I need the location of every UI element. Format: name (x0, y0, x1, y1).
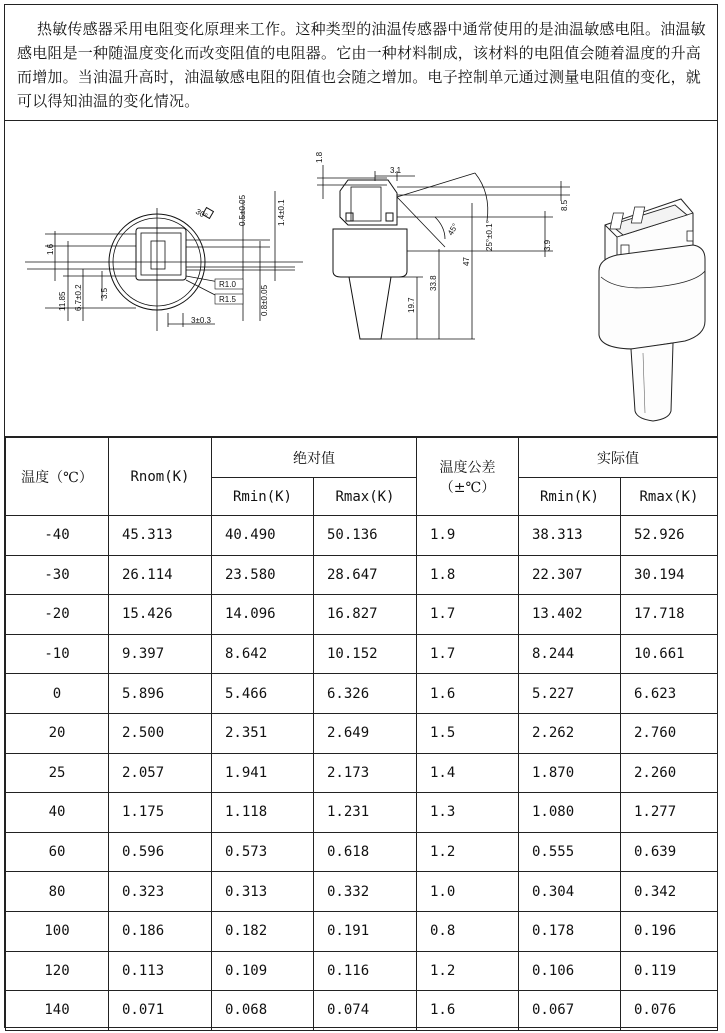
table-cell: 0.596 (109, 832, 212, 872)
table-cell: -10 (6, 634, 109, 674)
header-act-rmax: Rmax(K) (621, 478, 718, 516)
dim-8-5: 8.5 (560, 199, 569, 211)
resistance-table (5, 437, 718, 1031)
table-cell: 0.076 (621, 991, 718, 1031)
table-cell: 0.639 (621, 832, 718, 872)
table-cell: 15.426 (109, 595, 212, 635)
table-cell: 52.926 (621, 516, 718, 556)
table-row (6, 713, 718, 753)
table-cell: 1.7 (417, 634, 519, 674)
table-cell: 2.173 (314, 753, 417, 793)
table-row (6, 991, 718, 1031)
dim-6-7: 6.7±0.2 (74, 284, 83, 311)
dim-11-85: 11.85 (58, 291, 67, 311)
header-temperature: 温度（℃） (6, 438, 109, 516)
table-cell: 0.109 (212, 951, 314, 991)
table-cell: 45.313 (109, 516, 212, 556)
table-cell: 0.106 (519, 951, 621, 991)
table-cell: 0.182 (212, 911, 314, 951)
table-cell: 1.080 (519, 793, 621, 833)
sensor-drawings (5, 121, 717, 435)
table-cell: 2.260 (621, 753, 718, 793)
table-cell: 0.116 (314, 951, 417, 991)
table-cell: 8.642 (212, 634, 314, 674)
header-absolute: 绝对值 (212, 438, 417, 478)
table-cell: 0.573 (212, 832, 314, 872)
table-cell: -30 (6, 555, 109, 595)
table-cell: 1.9 (417, 516, 519, 556)
datasheet-page (4, 4, 718, 1028)
table-cell: 23.580 (212, 555, 314, 595)
table-cell: 100 (6, 911, 109, 951)
table-cell: 20 (6, 713, 109, 753)
table-cell: 2.760 (621, 713, 718, 753)
table-row (6, 911, 718, 951)
dim-r1-5: R1.5 (219, 295, 236, 304)
table-cell: 80 (6, 872, 109, 912)
table-cell: 22.307 (519, 555, 621, 595)
table-cell: 1.4 (417, 753, 519, 793)
dim-angle-25: 25°±0.1° (485, 220, 494, 251)
table-cell: 1.118 (212, 793, 314, 833)
table-row (6, 951, 718, 991)
table-cell: 0.342 (621, 872, 718, 912)
header-abs-rmin: Rmin(K) (212, 478, 314, 516)
table-cell: 0.071 (109, 991, 212, 1031)
table-cell: 1.231 (314, 793, 417, 833)
dim-1-4: 1.4±0.1 (277, 199, 286, 226)
table-cell: 0 (6, 674, 109, 714)
table-row (6, 634, 718, 674)
table-cell: 1.8 (417, 555, 519, 595)
table-cell: 0.618 (314, 832, 417, 872)
table-cell: 0.068 (212, 991, 314, 1031)
table-cell: 0.186 (109, 911, 212, 951)
header-tolerance-line1: 温度公差 (439, 459, 496, 476)
table-cell: 0.178 (519, 911, 621, 951)
header-tolerance (417, 438, 519, 516)
table-row (6, 793, 718, 833)
table-cell: 13.402 (519, 595, 621, 635)
dim-3-0: 3±0.3 (191, 316, 211, 325)
table-cell: 1.7 (417, 595, 519, 635)
dim-3-9: 3.9 (543, 239, 552, 251)
table-cell: 26.114 (109, 555, 212, 595)
dim-0-5: 0.5±0.05 (238, 194, 247, 226)
dim-1-6: 1.6 (46, 243, 55, 255)
table-cell: -40 (6, 516, 109, 556)
table-cell: 50.136 (314, 516, 417, 556)
table-cell: 5.227 (519, 674, 621, 714)
table-cell: 9.397 (109, 634, 212, 674)
table-cell: 2.351 (212, 713, 314, 753)
table-cell: 1.941 (212, 753, 314, 793)
header-tolerance-line2: （±℃） (439, 479, 496, 496)
table-row (6, 674, 718, 714)
table-cell: 0.074 (314, 991, 417, 1031)
table-row (6, 555, 718, 595)
table-cell: 0.332 (314, 872, 417, 912)
table-cell: 120 (6, 951, 109, 991)
table-cell: 1.2 (417, 832, 519, 872)
table-cell: 1.3 (417, 793, 519, 833)
dim-47: 47 (462, 257, 471, 266)
table-cell: 1.6 (417, 991, 519, 1031)
table-cell: 1.6 (417, 674, 519, 714)
table-cell: 6.326 (314, 674, 417, 714)
table-cell: 30.194 (621, 555, 718, 595)
dim-33-8: 33.8 (429, 275, 438, 291)
dim-0-8: 0.8±0.05 (260, 284, 269, 316)
table-cell: 2.500 (109, 713, 212, 753)
table-cell: 0.304 (519, 872, 621, 912)
sensor-3d-illustration (599, 199, 705, 421)
dim-1-8: 1.8 (315, 151, 324, 163)
header-act-rmin: Rmin(K) (519, 478, 621, 516)
table-cell: 40.490 (212, 516, 314, 556)
table-cell: 1.0 (417, 872, 519, 912)
side-view-drawing (315, 151, 570, 339)
table-body (6, 516, 718, 1031)
table-cell: -20 (6, 595, 109, 635)
table-cell: 0.196 (621, 911, 718, 951)
technical-drawing-panel (5, 121, 717, 437)
table-cell: 2.057 (109, 753, 212, 793)
table-cell: 0.113 (109, 951, 212, 991)
table-cell: 28.647 (314, 555, 417, 595)
dim-angle-45: 45° (445, 222, 460, 237)
table-cell: 0.555 (519, 832, 621, 872)
table-cell: 8.244 (519, 634, 621, 674)
table-cell: 1.277 (621, 793, 718, 833)
table-cell: 16.827 (314, 595, 417, 635)
header-rnom: Rnom(K) (109, 438, 212, 516)
table-cell: 140 (6, 991, 109, 1031)
table-cell: 0.8 (417, 911, 519, 951)
table-cell: 17.718 (621, 595, 718, 635)
resistance-table-section (5, 437, 717, 1031)
table-cell: 0.067 (519, 991, 621, 1031)
dim-3-5: 3.5 (100, 287, 109, 299)
table-cell: 25 (6, 753, 109, 793)
dim-angle-30: 30° (194, 206, 209, 221)
table-cell: 1.2 (417, 951, 519, 991)
dim-r1-0: R1.0 (219, 280, 236, 289)
table-cell: 14.096 (212, 595, 314, 635)
table-cell: 0.323 (109, 872, 212, 912)
table-cell: 6.623 (621, 674, 718, 714)
table-cell: 5.466 (212, 674, 314, 714)
dim-19-7: 19.7 (407, 297, 416, 313)
table-cell: 5.896 (109, 674, 212, 714)
table-cell: 2.649 (314, 713, 417, 753)
table-cell: 10.152 (314, 634, 417, 674)
dim-3-1: 3.1 (390, 166, 402, 175)
table-cell: 10.661 (621, 634, 718, 674)
table-cell: 0.191 (314, 911, 417, 951)
table-cell: 1.5 (417, 713, 519, 753)
header-actual: 实际值 (519, 438, 718, 478)
table-cell: 38.313 (519, 516, 621, 556)
table-row (6, 753, 718, 793)
front-view-drawing (25, 191, 303, 331)
table-cell: 60 (6, 832, 109, 872)
table-row (6, 516, 718, 556)
header-abs-rmax: Rmax(K) (314, 478, 417, 516)
table-cell: 1.870 (519, 753, 621, 793)
table-cell: 0.119 (621, 951, 718, 991)
intro-paragraph: 热敏传感器采用电阻变化原理来工作。这种类型的油温传感器中通常使用的是油温敏感电阻。油温敏感电阻是一种随温度变化而改变阻值的电阻器。它由一种材料制成，该材料的电阻值会随着温度的升高而增加。当油温升高时，油温敏感电阻的阻值也会随之增加。电子控制单元通过测量电阻值的变化，就可以得知油温的变化情况。 (5, 5, 717, 121)
table-row (6, 595, 718, 635)
table-row (6, 872, 718, 912)
table-row (6, 832, 718, 872)
table-cell: 1.175 (109, 793, 212, 833)
table-cell: 40 (6, 793, 109, 833)
table-cell: 0.313 (212, 872, 314, 912)
table-cell: 2.262 (519, 713, 621, 753)
